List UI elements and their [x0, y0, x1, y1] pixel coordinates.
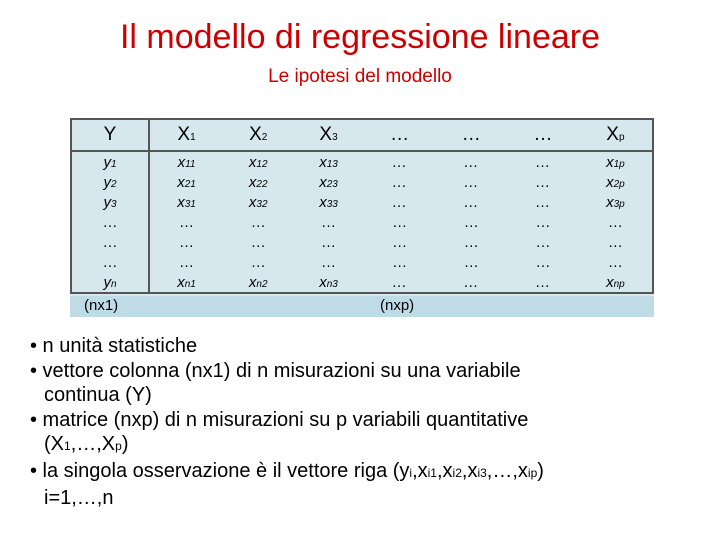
table-cell	[579, 212, 653, 232]
cell-symbol: …	[535, 173, 551, 191]
cell-subscript: n1	[184, 278, 196, 290]
table-cell	[507, 192, 579, 212]
cell-subscript: 1	[110, 158, 117, 170]
bullet-observation	[30, 459, 710, 486]
table-cell	[435, 272, 507, 293]
bullet-column-vector-cont: continua (Y)	[44, 384, 152, 407]
cell-symbol: x	[248, 273, 257, 291]
header-subscript: 1	[190, 132, 196, 143]
table-cell	[293, 151, 363, 172]
subscript: ip	[527, 465, 538, 480]
table-cell	[293, 212, 363, 232]
header-subscript: p	[618, 132, 625, 143]
cell-symbol: …	[607, 253, 623, 271]
table-cell	[71, 172, 149, 192]
table-cell	[364, 252, 436, 272]
table-cell	[435, 232, 507, 252]
cell-symbol: …	[535, 253, 551, 271]
cell-symbol: …	[392, 273, 408, 291]
text-fragment: ,…,x	[486, 459, 528, 482]
table-cell	[149, 172, 223, 192]
cell-symbol: …	[392, 213, 408, 231]
table-cell	[293, 252, 363, 272]
cell-symbol: x	[177, 273, 185, 291]
cell-subscript: 33	[326, 198, 338, 210]
table-cell	[364, 192, 436, 212]
text-fragment: (X	[44, 433, 64, 456]
table-cell	[223, 232, 293, 252]
column-header	[579, 119, 653, 151]
header-symbol: X	[177, 124, 191, 145]
text-fragment: ,x	[461, 459, 478, 482]
cell-symbol: …	[535, 153, 551, 171]
cell-symbol: …	[392, 253, 408, 271]
cell-subscript: 23	[326, 178, 338, 190]
cell-symbol: x	[248, 173, 257, 191]
cell-subscript: 21	[184, 178, 196, 190]
table-cell	[71, 272, 149, 293]
table-cell	[223, 272, 293, 293]
cell-symbol: x	[606, 273, 614, 291]
table-cell	[435, 252, 507, 272]
column-header	[507, 119, 579, 151]
cell-subscript: 2p	[613, 178, 625, 190]
table-cell	[223, 172, 293, 192]
cell-symbol: …	[321, 253, 337, 271]
column-header	[223, 119, 293, 151]
dimension-label-x: (nxp)	[380, 297, 415, 314]
text-fragment: )	[121, 433, 129, 456]
table-cell	[293, 232, 363, 252]
table-cell	[364, 172, 436, 192]
cell-symbol: …	[392, 153, 408, 171]
table-cell	[223, 151, 293, 172]
text-fragment: ,…,X	[70, 433, 116, 456]
cell-symbol: …	[463, 173, 479, 191]
table-cell	[71, 192, 149, 212]
table-cell	[579, 151, 653, 172]
table-cell	[149, 151, 223, 172]
cell-symbol: x	[606, 153, 614, 171]
cell-symbol: …	[463, 193, 479, 211]
text-fragment: )	[537, 459, 544, 482]
table-cell	[364, 232, 436, 252]
cell-subscript: 3	[110, 198, 117, 210]
header-symbol: …	[461, 124, 481, 145]
cell-symbol: …	[463, 273, 479, 291]
header-subscript: 3	[332, 132, 338, 143]
header-symbol: …	[390, 124, 410, 145]
column-header	[149, 119, 223, 151]
table-cell	[293, 272, 363, 293]
subscript: 1	[64, 439, 71, 454]
cell-symbol: …	[102, 213, 118, 231]
header-subscript: 2	[261, 132, 268, 143]
column-header	[293, 119, 363, 151]
dimension-row	[70, 296, 654, 317]
slide-title: Il modello di regressione lineare	[119, 18, 601, 56]
cell-symbol: …	[321, 233, 337, 251]
cell-symbol: …	[179, 253, 195, 271]
table-cell	[149, 232, 223, 252]
table-cell	[364, 212, 436, 232]
cell-symbol: x	[177, 173, 185, 191]
table-cell	[71, 212, 149, 232]
column-header	[435, 119, 507, 151]
header-symbol: Y	[103, 124, 117, 145]
cell-subscript: n3	[326, 278, 338, 290]
bullet-column-vector: • vettore colonna (nx1) di n misurazioni su una variabile	[30, 359, 521, 382]
text-fragment: ,x	[436, 459, 453, 482]
table-row	[71, 272, 653, 293]
cell-subscript: np	[613, 278, 625, 290]
table-row	[71, 151, 653, 172]
bullet-observation-cont: i=1,…,n	[44, 486, 114, 509]
cell-symbol: x	[177, 153, 186, 171]
table-cell	[507, 212, 579, 232]
subscript: i2	[452, 465, 462, 480]
cell-symbol: …	[179, 213, 195, 231]
cell-symbol: …	[463, 153, 479, 171]
table-cell	[223, 212, 293, 232]
cell-symbol: y	[103, 153, 111, 171]
cell-symbol: y	[103, 173, 111, 191]
cell-subscript: 1p	[613, 158, 625, 170]
table-row	[71, 172, 653, 192]
table-cell	[223, 192, 293, 212]
cell-symbol: …	[179, 233, 195, 251]
table-cell	[223, 252, 293, 272]
cell-subscript: 32	[256, 198, 268, 210]
table-cell	[507, 172, 579, 192]
table-cell	[293, 172, 363, 192]
cell-symbol: x	[248, 153, 257, 171]
data-matrix-table	[70, 118, 654, 317]
cell-symbol: x	[606, 193, 614, 211]
table-cell	[71, 252, 149, 272]
table-row	[71, 232, 653, 252]
header-symbol: …	[533, 124, 553, 145]
cell-symbol: x	[319, 173, 327, 191]
table-cell	[579, 192, 653, 212]
cell-symbol: …	[250, 213, 266, 231]
cell-symbol: …	[250, 253, 266, 271]
cell-symbol: …	[535, 193, 551, 211]
table-body	[71, 151, 653, 293]
table-cell	[293, 192, 363, 212]
cell-symbol: …	[392, 173, 408, 191]
cell-symbol: x	[248, 193, 257, 211]
header-symbol: X	[606, 124, 619, 145]
table-cell	[507, 272, 579, 293]
table-row	[71, 192, 653, 212]
cell-symbol: …	[463, 253, 479, 271]
bullet-matrix: • matrice (nxp) di n misurazioni su p variabili quantitative	[30, 408, 529, 431]
cell-symbol: …	[102, 253, 118, 271]
table-cell	[364, 272, 436, 293]
cell-symbol: …	[535, 213, 551, 231]
bullet-matrix-cont	[30, 432, 710, 459]
cell-symbol: x	[319, 153, 327, 171]
cell-subscript: 3p	[613, 198, 625, 210]
cell-symbol: …	[392, 233, 408, 251]
cell-subscript: 22	[256, 178, 268, 190]
table-cell	[435, 151, 507, 172]
cell-symbol: …	[607, 213, 623, 231]
table-cell	[579, 172, 653, 192]
cell-symbol: y	[103, 193, 111, 211]
table-cell	[435, 212, 507, 232]
table-cell	[364, 151, 436, 172]
bullet-units: • n unità statistiche	[30, 335, 198, 357]
subscript: p	[115, 439, 122, 454]
slide-subtitle: Le ipotesi del modello	[268, 66, 452, 87]
table-cell	[579, 232, 653, 252]
cell-symbol: …	[392, 193, 408, 211]
cell-symbol: y	[103, 273, 111, 291]
table-cell	[435, 172, 507, 192]
table-header-row	[71, 119, 653, 151]
text-fragment: • la singola osservazione è il vettore riga (y	[30, 459, 410, 482]
table-cell	[71, 151, 149, 172]
cell-subscript: 12	[256, 158, 268, 170]
table-cell	[149, 252, 223, 272]
cell-symbol: …	[321, 213, 337, 231]
header-symbol: X	[249, 124, 262, 145]
cell-symbol: …	[102, 233, 118, 251]
table-row	[71, 252, 653, 272]
dimension-label-y: (nx1)	[84, 297, 119, 314]
cell-symbol: …	[607, 233, 623, 251]
table-cell	[435, 192, 507, 212]
table-cell	[579, 272, 653, 293]
cell-symbol: x	[177, 193, 185, 211]
cell-symbol: x	[319, 193, 327, 211]
table-cell	[149, 212, 223, 232]
table-cell	[507, 151, 579, 172]
cell-symbol: …	[250, 233, 266, 251]
cell-symbol: x	[319, 273, 327, 291]
cell-symbol: …	[463, 213, 479, 231]
table-cell	[507, 232, 579, 252]
cell-symbol: …	[463, 233, 479, 251]
column-header	[364, 119, 436, 151]
table-cell	[71, 232, 149, 252]
cell-symbol: …	[535, 233, 551, 251]
text-fragment: ,x	[412, 459, 428, 482]
cell-subscript: n2	[256, 278, 268, 290]
table-cell	[149, 272, 223, 293]
cell-subscript: n	[110, 278, 117, 290]
bullet-list	[30, 334, 710, 510]
subscript: i1	[427, 465, 437, 480]
header-symbol: X	[319, 124, 333, 145]
cell-subscript: 11	[185, 158, 196, 170]
cell-symbol: …	[535, 273, 551, 291]
column-header	[71, 119, 149, 151]
table-cell	[507, 252, 579, 272]
cell-subscript: 13	[326, 158, 338, 170]
subscript: i	[409, 465, 413, 480]
cell-symbol: x	[606, 173, 614, 191]
table-cell	[149, 192, 223, 212]
table-row	[71, 212, 653, 232]
subscript: i3	[477, 465, 487, 480]
data-matrix	[70, 118, 654, 294]
cell-subscript: 2	[110, 178, 117, 190]
cell-subscript: 31	[184, 198, 196, 210]
table-cell	[579, 252, 653, 272]
